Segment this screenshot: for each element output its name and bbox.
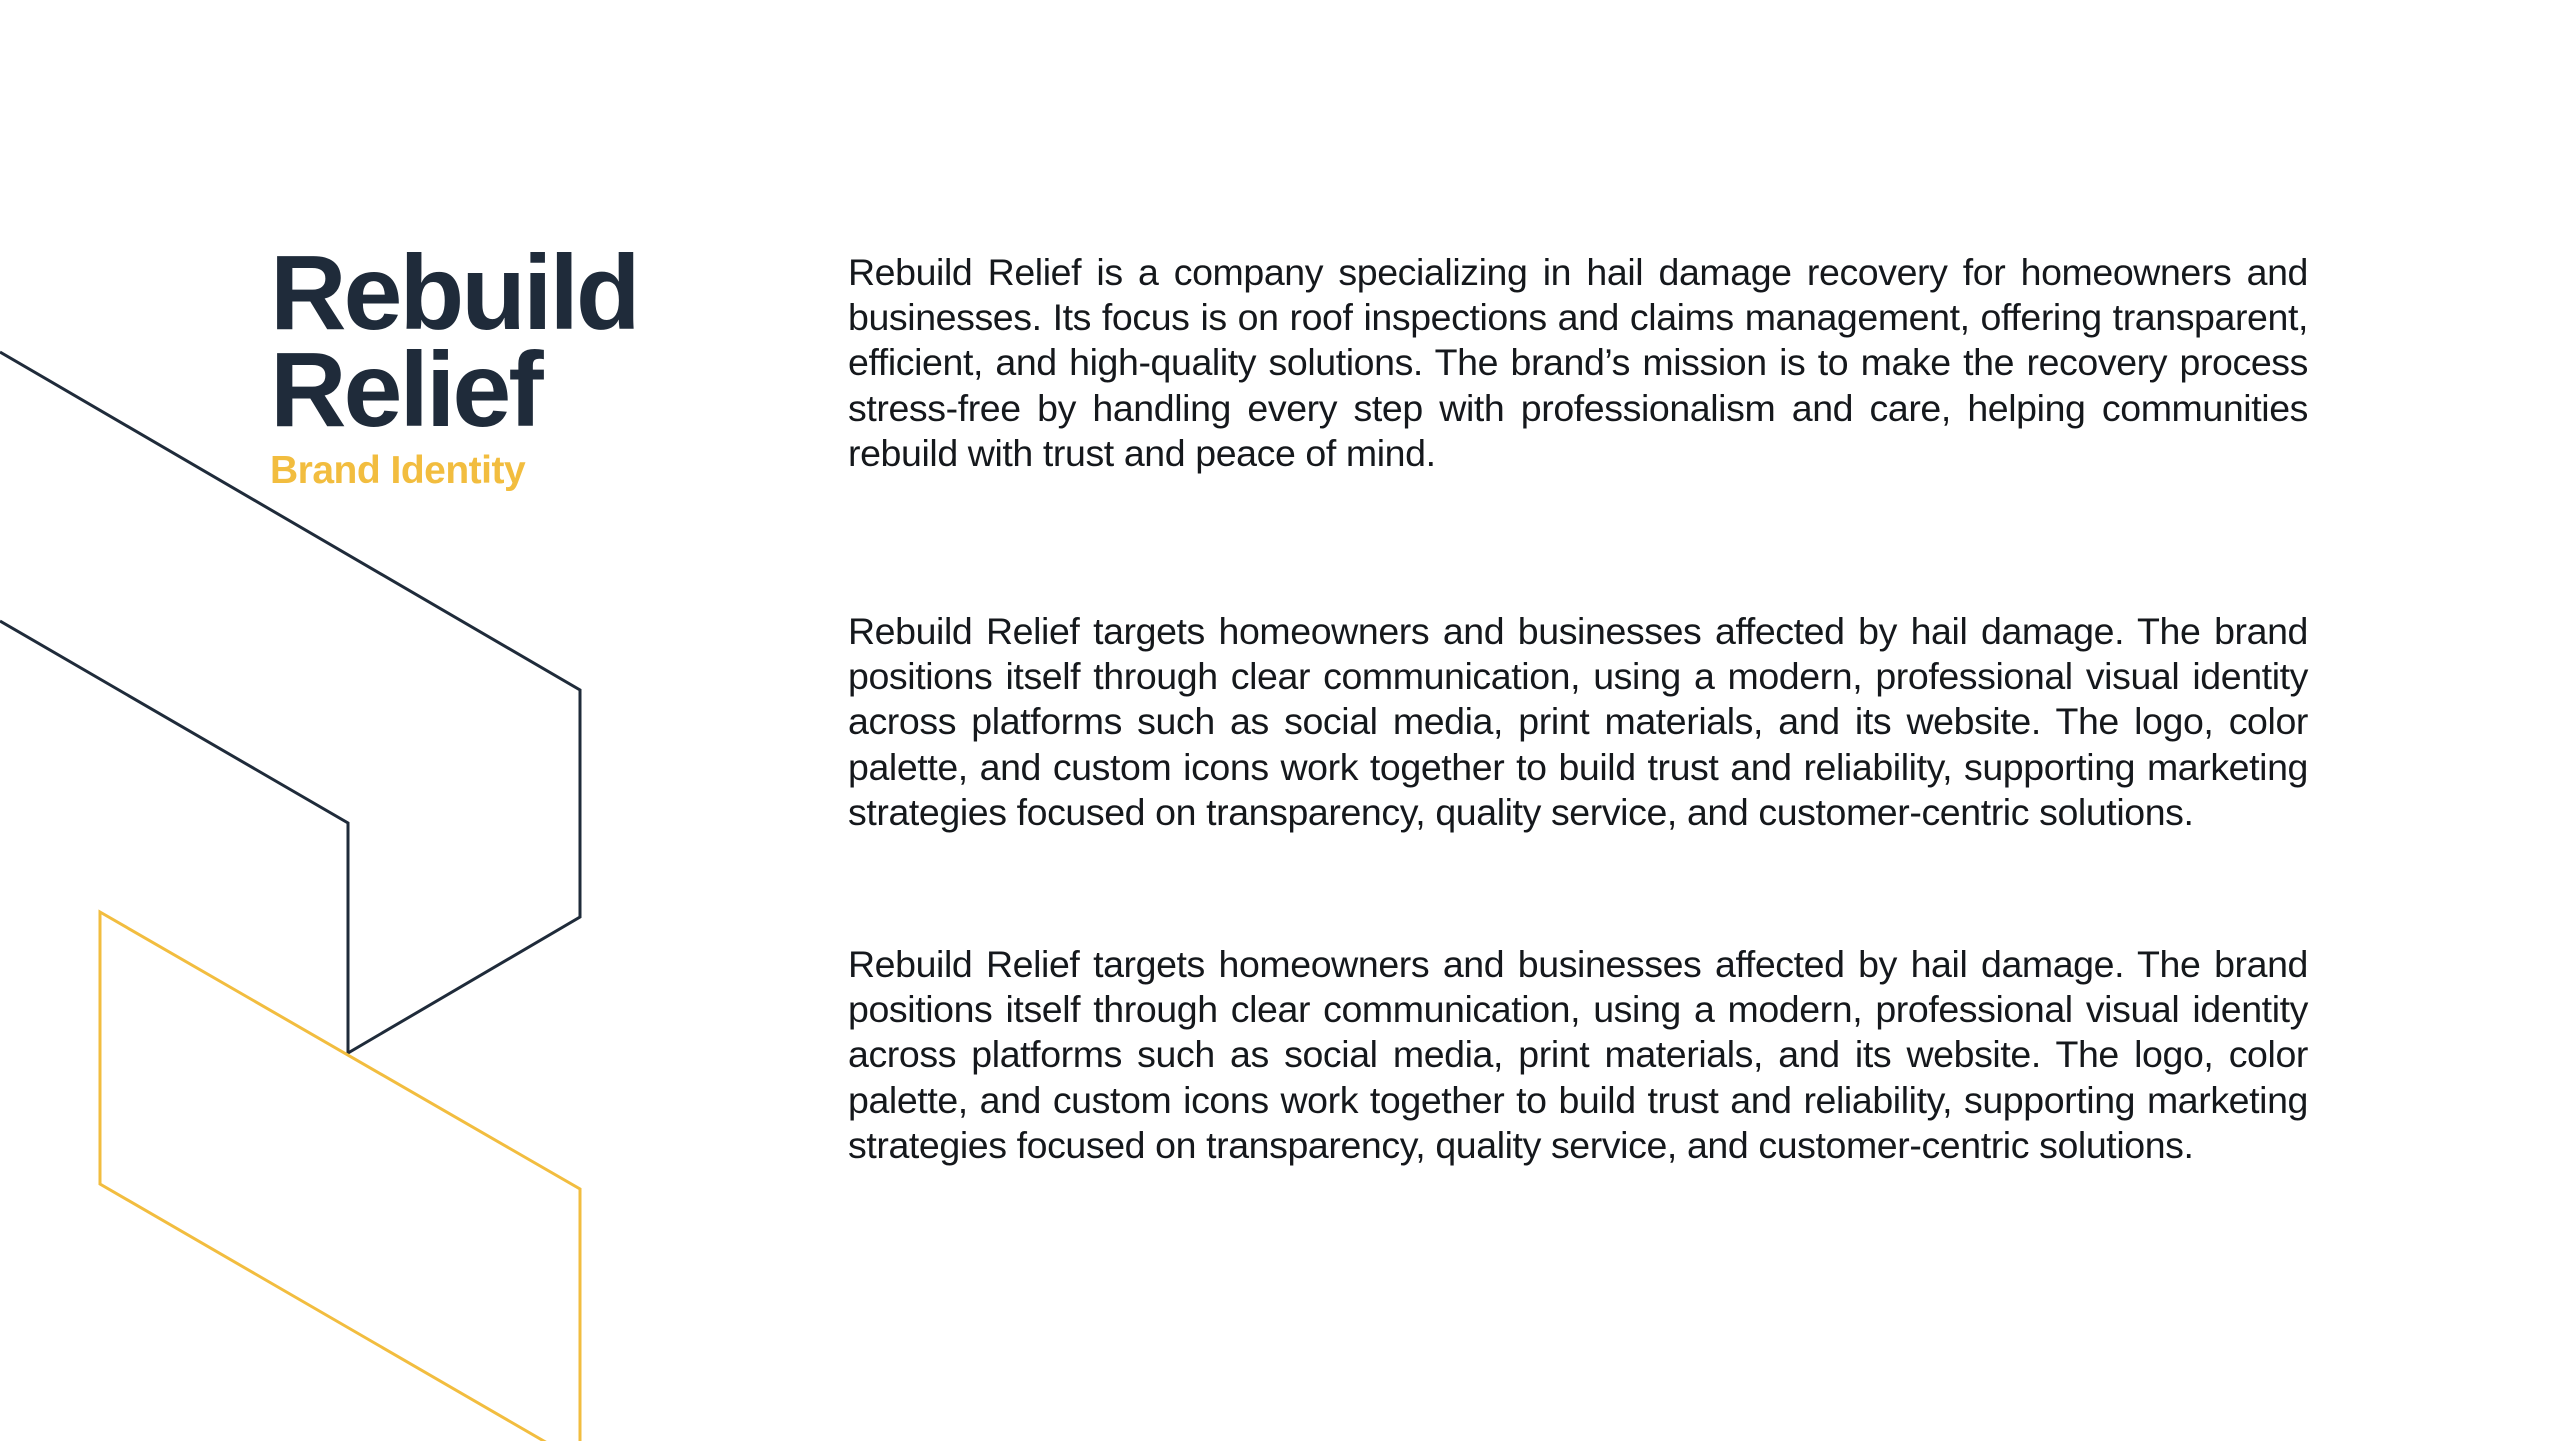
brand-subtitle: Brand Identity [270,449,526,492]
description-column [848,250,2308,1168]
paragraph-target-audience-repeat: Rebuild Relief targets homeowners and businesses affected by hail damage. The brand positions itself through clear communication, using a modern, professional visual identity across platforms such as social media, print materials, and its website. The logo, color palette, and custom icons work together to build trust and reliability, supporting marketing strategies focused on transparency, quality service, and customer-centric solutions. [848,943,2308,1166]
yellow-outline-shape [100,912,580,1441]
paragraph-company-overview: Rebuild Relief is a company specializing in hail damage recovery for homeowners and businesses. Its focus is on roof inspections and claims management, offering transparent, efficient, and high-quality solutions. The brand’s mission is to make the recovery process stress-free by handling every step with professionalism and care, helping communities rebuild with trust and peace of mind. [848,251,2308,474]
brand-title-block [270,234,750,495]
paragraph-target-audience: Rebuild Relief targets homeowners and businesses affected by hail damage. The brand positions itself through clear communication, using a modern, professional visual identity across platforms such as social media, print materials, and its website. The logo, color palette, and custom icons work together to build trust and reliability, supporting marketing strategies focused on transparency, quality service, and customer-centric solutions. [848,610,2308,833]
brand-title-line-2: Relief [270,331,541,449]
brand-title-line-1: Rebuild [270,234,638,352]
